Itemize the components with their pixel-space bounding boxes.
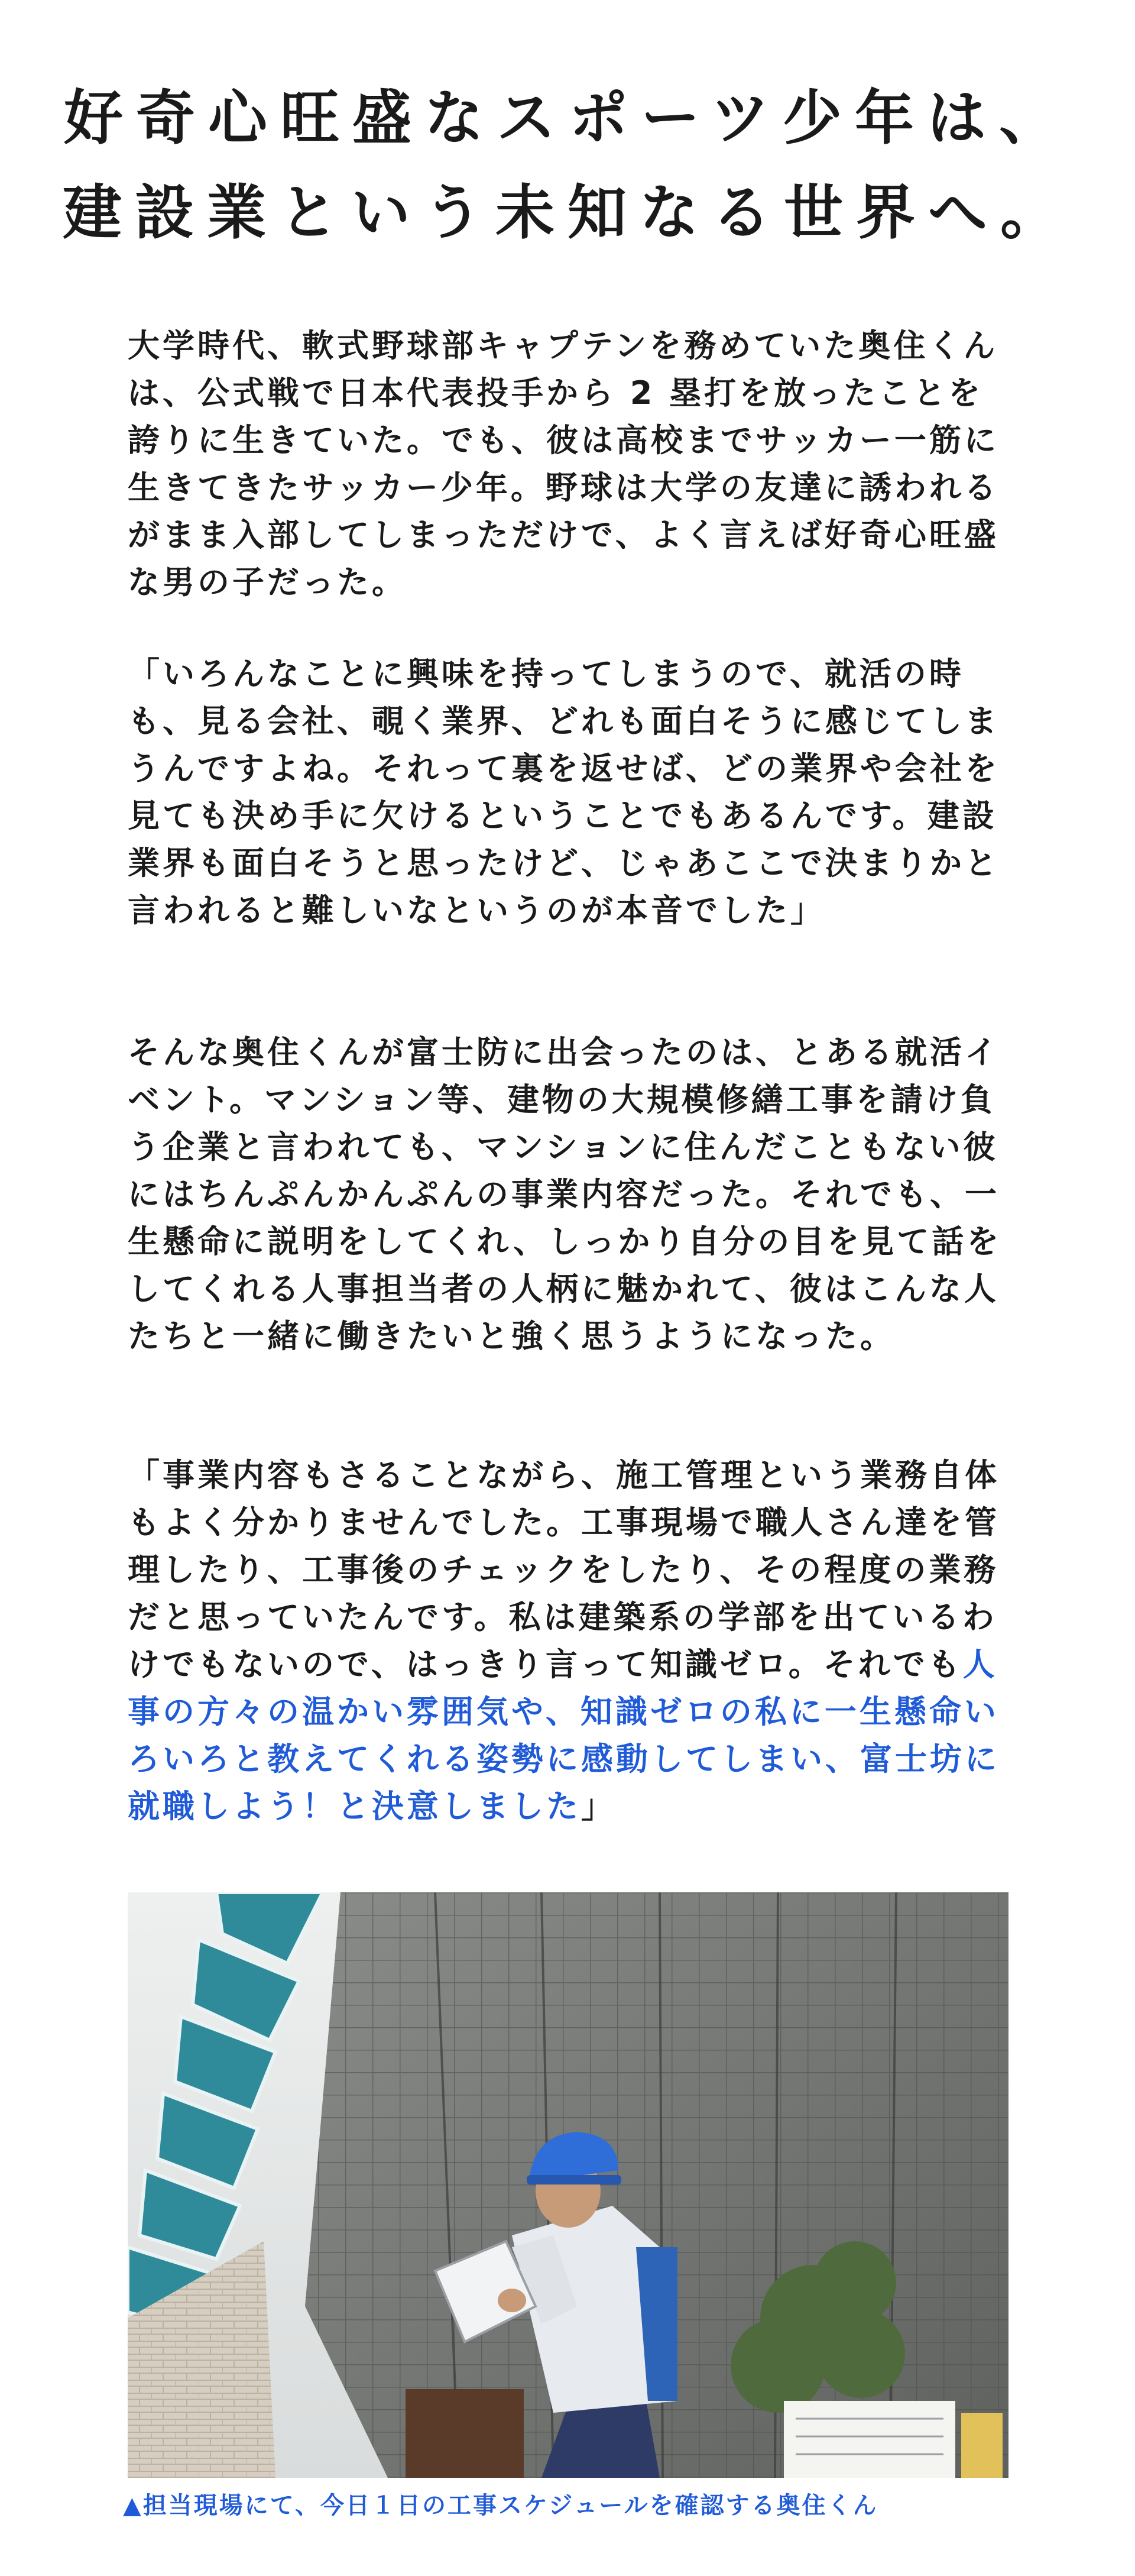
paragraph-4-quote	[128, 1452, 1014, 1830]
paragraph-4-closing-quote: 」	[581, 1788, 616, 1825]
paragraph-1: 大学時代、軟式野球部キャプテンを務めていた奥住くんは、公式戦で日本代表投手から 2 塁打を放ったことを誇りに生きていた。でも、彼は高校までサッカー一筋に生きてきたサッカー少年。野球は大学の友達に誘われるがまま入部してしまっただけで、よく言えば好奇心旺盛な男の子だった。	[128, 327, 999, 601]
construction-site-photo	[128, 1892, 1008, 2478]
photo-caption: ▲担当現場にて、今日１日の工事スケジュールを確認する奥住くん	[123, 2492, 878, 2519]
paragraph-2-quote: 「いろんなことに興味を持ってしまうので、就活の時も、見る会社、覗く業界、どれも面白そうに感じてしまうんですよね。それって裏を返せば、どの業界や会社を見ても決め手に欠けるということでもあるんです。建設業界も面白そうと思ったけど、じゃあここで決まりかと言われると難しいなというのが本音でした」	[128, 655, 1000, 929]
paragraph-3: そんな奥住くんが富士防に出会ったのは、とある就活イベント。マンション等、建物の大規模修繕工事を請け負う企業と言われても、マンションに住んだこともない彼にはちんぷんかんぷんの事業内容だった。それでも、一生懸命に説明をしてくれ、しっかり自分の目を見て話をしてくれる人事担当者の人柄に魅かれて、彼はこんな人たちと一緒に働きたいと強く思うようになった。	[128, 1034, 1002, 1355]
paragraph-4-highlight: 人事の方々の温かい雰囲気や、知識ゼロの私に一生懸命いろいろと教えてくれる姿勢に感動してしまい、富士坊に就職しよう！と決意しました	[128, 1646, 1000, 1825]
page-heading	[0, 71, 1135, 260]
paragraph-4-text: 「事業内容もさることながら、施工管理という業務自体もよく分かりませんでした。工事現場で職人さん達を管理したり、工事後のチェックをしたり、その程度の業務だと思っていたんです。私は建築系の学部を出ているわけでもないので、はっきり言って知識ゼロ。それでも	[128, 1457, 1000, 1683]
heading-line-2: 建設業という未知なる世界へ。	[63, 178, 1072, 247]
heading-line-1: 好奇心旺盛なスポーツ少年は、	[64, 83, 1071, 153]
